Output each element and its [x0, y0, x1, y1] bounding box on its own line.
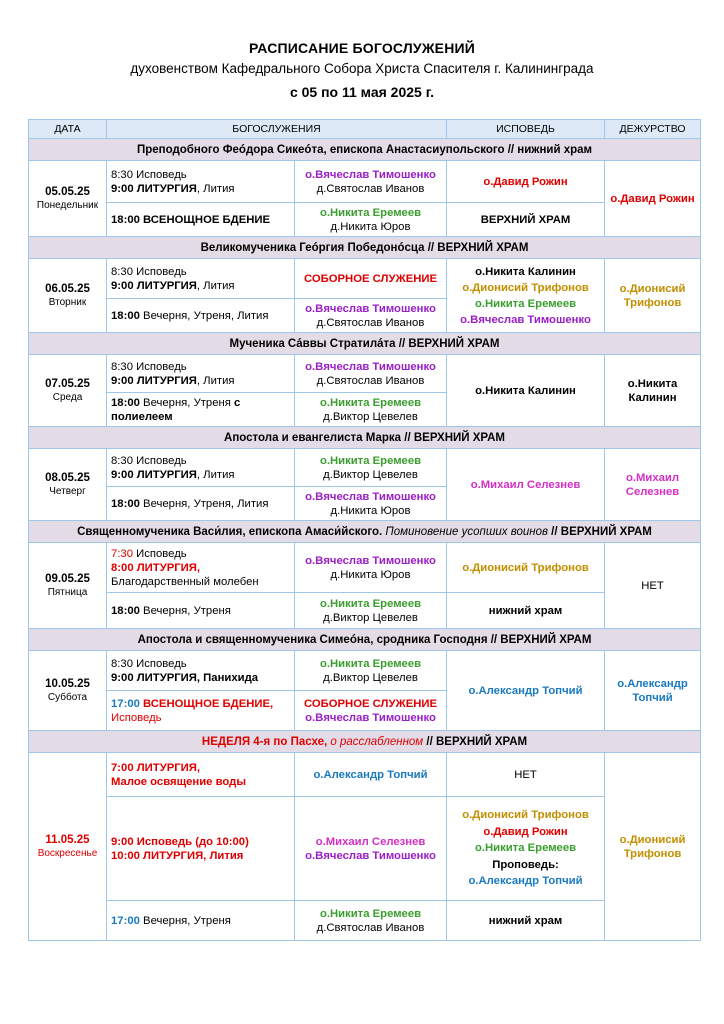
service-main: 8:00 ЛИТУРГИЯ,	[111, 561, 201, 574]
priest: СОБОРНОЕ СЛУЖЕНИЕ	[303, 697, 438, 710]
page-subtitle: духовенством Кафедрального Собора Христа Спасителя г. Калининграда	[130, 61, 594, 76]
service-main: 9:00 ЛИТУРГИЯ, Панихида	[111, 671, 259, 684]
service-cell	[107, 593, 295, 629]
date: 11.05.25	[45, 833, 90, 846]
date-cell	[29, 543, 107, 629]
date-cell	[29, 753, 107, 941]
feast-title: Преподобного Феóдора Сикеóта, епископа Анастасиупольского // нижний храм	[29, 139, 701, 161]
service-text: , Лития	[196, 182, 235, 195]
priest: о.Вячеслав Тимошенко	[305, 490, 436, 503]
confession-cell: о.Никита Калинин	[447, 355, 605, 427]
service-time: 7:30	[111, 547, 133, 560]
column-header-services: БОГОСЛУЖЕНИЯ	[107, 120, 447, 139]
weekday: Четверг	[49, 485, 86, 497]
service-cell	[107, 691, 295, 731]
service-main: ВСЕНОЩНОЕ БДЕНИЕ,	[139, 697, 274, 710]
feast-row	[29, 139, 701, 161]
service-cell: 18:00 ВСЕНОЩНОЕ БДЕНИЕ	[107, 203, 295, 237]
clergy-cell	[295, 651, 447, 691]
clergy-cell: СОБОРНОЕ СЛУЖЕНИЕ	[295, 259, 447, 299]
confessor: о.Дионисий Трифонов	[462, 809, 589, 822]
service-text: Благодарственный молебен	[111, 575, 259, 588]
duty-cell: о.Михаил Селезнев	[605, 449, 701, 521]
duty-cell: о.Давид Рожин	[605, 161, 701, 237]
deacon: д.Никита Юров	[330, 504, 411, 517]
deacon: д.Святослав Иванов	[316, 374, 425, 387]
confession-cell: о.Давид Рожин	[447, 161, 605, 203]
weekday: Суббота	[47, 691, 88, 703]
table-row	[29, 203, 701, 237]
deacon: д.Виктор Цевелев	[323, 410, 418, 423]
service-cell	[107, 393, 295, 427]
service-cell	[107, 487, 295, 521]
service-text: Вечерня, Утреня	[139, 396, 234, 409]
table-row	[29, 355, 701, 393]
date: 07.05.25	[45, 377, 90, 390]
confession-cell	[447, 259, 605, 333]
feast-name: Священномученика Васи́лия, епископа Амаси́йского.	[77, 525, 383, 538]
service-cell	[107, 797, 295, 901]
feast-title	[29, 521, 701, 543]
confession-cell: о.Александр Топчий	[447, 651, 605, 731]
preacher: о.Александр Топчий	[468, 875, 583, 888]
priest: о.Никита Еремеев	[319, 907, 422, 920]
table-row	[29, 651, 701, 691]
column-header-date: ДАТА	[29, 120, 107, 139]
sermon-label: Проповедь:	[492, 858, 559, 871]
deacon: д.Никита Юров	[330, 568, 411, 581]
service-cell	[107, 355, 295, 393]
priest: о.Никита Еремеев	[319, 396, 422, 409]
deacon: д.Виктор Цевелев	[323, 468, 418, 481]
confession-cell	[447, 797, 605, 901]
date: 05.05.25	[45, 185, 90, 198]
service-text: Вечерня, Утреня, Лития	[139, 309, 269, 322]
date-cell	[29, 355, 107, 427]
service-text: Исповедь	[111, 711, 162, 724]
service-text: с	[233, 396, 241, 409]
feast-title: Апостола и священномученика Симеóна, сродника Господня // ВЕРХНИЙ ХРАМ	[29, 629, 701, 651]
priest: о.Вячеслав Тимошенко	[305, 168, 436, 181]
service-time: 8:30	[111, 265, 133, 278]
feast-location: // ВЕРХНИЙ ХРАМ	[423, 735, 528, 748]
weekday: Понедельник	[36, 199, 99, 211]
service-time: 17:00	[111, 697, 140, 710]
service-time: 8:30	[111, 360, 133, 373]
confessor: о.Никита Еремеев	[474, 842, 577, 855]
table-row	[29, 797, 701, 901]
column-header-confession: ИСПОВЕДЬ	[447, 120, 605, 139]
confession-cell: нижний храм	[447, 593, 605, 629]
deacon: д.Никита Юров	[330, 220, 411, 233]
deacon: д.Виктор Цевелев	[323, 671, 418, 684]
feast-note: Поминовение усопших воинов	[382, 525, 548, 538]
confession-cell: о.Михаил Селезнев	[447, 449, 605, 521]
priest: о.Михаил Селезнев	[315, 835, 426, 848]
service-time: 18:00	[111, 497, 140, 510]
confessor: о.Дионисий Трифонов	[462, 281, 589, 294]
confession-cell: НЕТ	[447, 753, 605, 797]
duty-cell: о.Никита Калинин	[605, 355, 701, 427]
service-text: Вечерня, Утреня, Лития	[139, 497, 269, 510]
service-text: Вечерня, Утреня	[139, 604, 231, 617]
clergy-cell	[295, 691, 447, 731]
priest: о.Никита Еремеев	[319, 206, 422, 219]
service-main: 7:00 ЛИТУРГИЯ,	[111, 761, 201, 774]
date: 10.05.25	[45, 677, 90, 690]
feast-row	[29, 237, 701, 259]
feast-row	[29, 333, 701, 355]
date: 09.05.25	[45, 572, 90, 585]
table-row	[29, 449, 701, 487]
service-time: 18:00	[111, 396, 140, 409]
page-period: с 05 по 11 мая 2025 г.	[289, 84, 435, 100]
service-cell	[107, 259, 295, 299]
table-row	[29, 593, 701, 629]
duty-cell: о.Александр Топчий	[605, 651, 701, 731]
confessor: о.Никита Калинин	[475, 265, 576, 278]
service-text: , Лития	[196, 279, 235, 292]
service-time: 17:00	[111, 914, 140, 927]
service-text: полиелеем	[111, 410, 173, 423]
clergy-cell	[295, 393, 447, 427]
weekday: Пятница	[47, 586, 88, 598]
deacon: д.Святослав Иванов	[316, 921, 425, 934]
date-cell	[29, 259, 107, 333]
feast-row	[29, 731, 701, 753]
table-row	[29, 259, 701, 299]
date-cell	[29, 161, 107, 237]
feast-title: Мученика Сáввы Стратилáта // ВЕРХНИЙ ХРАМ	[29, 333, 701, 355]
table-header-row	[29, 120, 701, 139]
feast-title: Апостола и евангелиста Марка // ВЕРХНИЙ ХРАМ	[29, 427, 701, 449]
confession-cell: о.Дионисий Трифонов	[447, 543, 605, 593]
feast-row	[29, 629, 701, 651]
clergy-cell	[295, 593, 447, 629]
table-row	[29, 161, 701, 203]
service-cell	[107, 299, 295, 333]
clergy-cell	[295, 543, 447, 593]
clergy-cell	[295, 449, 447, 487]
priest: о.Вячеслав Тимошенко	[305, 360, 436, 373]
confession-cell: нижний храм	[447, 901, 605, 941]
priest: о.Вячеслав Тимошенко	[305, 849, 436, 862]
weekday: Вторник	[48, 296, 87, 308]
clergy-cell	[295, 299, 447, 333]
weekday: Воскресенье	[37, 847, 98, 859]
service-cell	[107, 651, 295, 691]
service-text: Исповедь	[133, 360, 187, 373]
service-time: 8:30	[111, 168, 133, 181]
deacon: д.Виктор Цевелев	[323, 611, 418, 624]
service-main: 9:00 ЛИТУРГИЯ	[111, 279, 197, 292]
schedule-table	[28, 119, 701, 941]
clergy-cell	[295, 355, 447, 393]
service-text: Исповедь	[133, 547, 187, 560]
service-text: Малое освящение воды	[111, 775, 246, 788]
service-main: 9:00 ЛИТУРГИЯ	[111, 374, 197, 387]
service-text: Исповедь	[133, 657, 187, 670]
priest: о.Вячеслав Тимошенко	[305, 302, 436, 315]
deacon: д.Святослав Иванов	[316, 316, 425, 329]
service-main: 10:00 ЛИТУРГИЯ, Лития	[111, 849, 244, 862]
priest: о.Никита Еремеев	[319, 454, 422, 467]
deacon: д.Святослав Иванов	[316, 182, 425, 195]
service-text: , Лития	[196, 374, 235, 387]
feast-title	[29, 731, 701, 753]
clergy-cell	[295, 901, 447, 941]
service-cell	[107, 449, 295, 487]
service-text: Исповедь	[133, 168, 187, 181]
duty-cell: о.Дионисий Трифонов	[605, 753, 701, 941]
service-text: , Лития	[196, 468, 235, 481]
service-cell	[107, 753, 295, 797]
date-cell	[29, 449, 107, 521]
page-title: РАСПИСАНИЕ БОГОСЛУЖЕНИЙ	[248, 40, 476, 56]
service-cell	[107, 543, 295, 593]
feast-note: о расслабленном	[327, 735, 424, 748]
feast-name: НЕДЕЛЯ 4-я по Пасхе,	[201, 735, 328, 748]
priest: о.Никита Еремеев	[319, 597, 422, 610]
column-header-duty: ДЕЖУРСТВО	[605, 120, 701, 139]
service-text: Вечерня, Утреня	[139, 914, 231, 927]
confession-cell: ВЕРХНИЙ ХРАМ	[447, 203, 605, 237]
priest: о.Никита Еремеев	[319, 657, 422, 670]
confessor: о.Никита Еремеев	[474, 297, 577, 310]
service-text: Исповедь	[133, 454, 187, 467]
confessor: о.Давид Рожин	[483, 825, 568, 838]
duty-cell: НЕТ	[605, 543, 701, 629]
date: 06.05.25	[45, 282, 90, 295]
weekday: Среда	[52, 391, 83, 403]
clergy-cell	[295, 161, 447, 203]
feast-row	[29, 427, 701, 449]
table-row	[29, 901, 701, 941]
service-text: Исповедь	[133, 265, 187, 278]
service-main: 9:00 ЛИТУРГИЯ	[111, 182, 197, 195]
service-main: 9:00 ЛИТУРГИЯ	[111, 468, 197, 481]
service-time: 8:30	[111, 657, 133, 670]
clergy-cell	[295, 487, 447, 521]
feast-title: Великомученика Геóргия Победонóсца // ВЕРХНИЙ ХРАМ	[29, 237, 701, 259]
confessor: о.Вячеслав Тимошенко	[460, 313, 591, 326]
feast-row	[29, 521, 701, 543]
service-time: 8:30	[111, 454, 133, 467]
service-cell	[107, 161, 295, 203]
service-time: 18:00	[111, 309, 140, 322]
service-main: 9:00 Исповедь (до 10:00)	[111, 835, 249, 848]
table-row	[29, 543, 701, 593]
priest: о.Вячеслав Тимошенко	[305, 711, 436, 724]
feast-location: // ВЕРХНИЙ ХРАМ	[547, 525, 652, 538]
date: 08.05.25	[45, 471, 90, 484]
clergy-cell	[295, 797, 447, 901]
table-row	[29, 753, 701, 797]
service-time: 18:00	[111, 604, 140, 617]
clergy-cell: о.Александр Топчий	[295, 753, 447, 797]
service-cell	[107, 901, 295, 941]
duty-cell: о.Дионисий Трифонов	[605, 259, 701, 333]
date-cell	[29, 651, 107, 731]
priest: о.Вячеслав Тимошенко	[305, 554, 436, 567]
clergy-cell	[295, 203, 447, 237]
